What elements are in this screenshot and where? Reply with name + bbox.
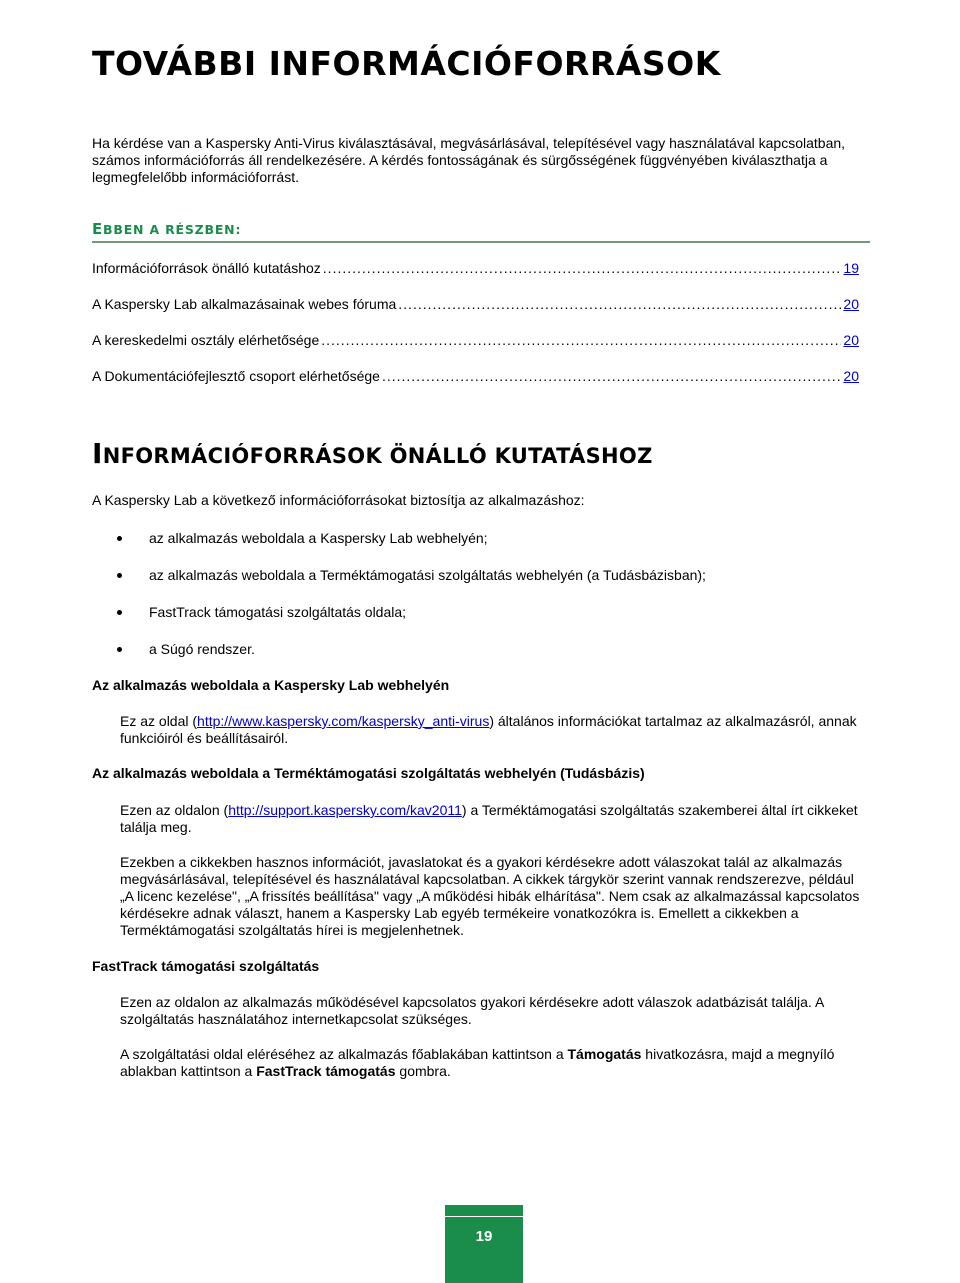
toc-item-label: A Dokumentációfejlesztő csoport elérhetősége — [92, 368, 380, 384]
fasttrack-button-name: FastTrack támogatás — [256, 1063, 396, 1079]
paragraph-text: A szolgáltatási oldal eléréséhez az alkalmazás főablakában kattintson a — [120, 1046, 568, 1062]
toc-leader-dots — [323, 260, 842, 276]
kaspersky-product-link[interactable]: http://www.kaspersky.com/kaspersky_anti-virus — [197, 713, 490, 729]
list-item-text: az alkalmazás weboldala a Terméktámogatási szolgáltatás webhelyén (a Tudásbázisban); — [149, 567, 706, 583]
section-title — [92, 436, 653, 474]
subsection-paragraph — [120, 1046, 860, 1080]
toc-leader-dots — [382, 368, 841, 384]
support-link-name: Támogatás — [567, 1046, 642, 1062]
page-title: TOVÁBBI INFORMÁCIÓFORRÁSOK — [92, 44, 721, 83]
toc-item-label: A Kaspersky Lab alkalmazásainak webes fóruma — [92, 296, 397, 312]
toc-heading-rest: BBEN A RÉSZBEN: — [103, 222, 242, 237]
toc-heading-initial: E — [92, 220, 104, 238]
subsection-paragraph — [120, 713, 860, 747]
page-number: 19 — [475, 1228, 493, 1245]
paragraph-text: hivatkozásra, majd a megnyíló ablakban kattintson a — [120, 1046, 835, 1079]
support-link[interactable]: http://support.kaspersky.com/kav2011 — [228, 802, 462, 818]
subsection-paragraph: Ezekben a cikkekben hasznos információt, javaslatokat és a gyakori kérdésekre adott válaszokat talál az alkalmazás megvásárlásával, telepítésével és használatával kapcsolatban. A cikkek tárgykör szerint vannak rendszerezve, például „A licenc kezelése", „A frissítés beállítása" vagy „A működési hibák elhárítása". Nem csak az alkalmazással kapcsolatos kérdésekre adnak választ, hanem a Kaspersky Lab egyéb termékeire vonatkozókra is. Emellett a cikkekben a Terméktámogatási szolgáltatás hírei is megjelenhetnek. — [120, 854, 860, 938]
section-title-initial: I — [92, 437, 103, 470]
toc-leader-dots — [398, 296, 841, 312]
list-item-text: FastTrack támogatási szolgáltatás oldala; — [149, 604, 407, 620]
page-number-box — [445, 1205, 523, 1283]
toc-item[interactable] — [92, 368, 859, 388]
toc-leader-dots — [321, 332, 841, 348]
bullet-icon — [117, 573, 122, 578]
paragraph-text: ) a Terméktámogatási szolgáltatás szakemberei által írt cikkeket találja meg. — [120, 802, 858, 835]
section-lead: A Kaspersky Lab a következő információforrásokat biztosítja az alkalmazáshoz: — [92, 492, 585, 508]
toc-page-link[interactable]: 20 — [843, 368, 859, 384]
subsection-heading-knowledge-base: Az alkalmazás weboldala a Terméktámogatási szolgáltatás webhelyén (Tudásbázis) — [92, 765, 645, 781]
toc-page-link[interactable]: 19 — [843, 260, 859, 276]
paragraph-text: ) általános információkat tartalmaz az alkalmazásról, annak funkcióiról és beállításairól. — [120, 713, 857, 746]
intro-paragraph: Ha kérdése van a Kaspersky Anti-Virus kiválasztásával, megvásárlásával, telepítésével vagy használatával kapcsolatban, számos információforrás áll rendelkezésére. A kérdés fontosságának és sürgősségének függvényében kiválaszthatja a legmegfelelőbb információforrást. — [92, 135, 846, 185]
bullet-icon — [117, 610, 122, 615]
toc-item-label: A kereskedelmi osztály elérhetősége — [92, 332, 320, 348]
paragraph-text: gombra. — [395, 1063, 451, 1079]
toc-page-link[interactable]: 20 — [843, 296, 859, 312]
subsection-paragraph: Ezen az oldalon az alkalmazás működésével kapcsolatos gyakori kérdésekre adott válaszok adatbázisát találja. A szolgáltatás használatához internetkapcsolat szükséges. — [120, 994, 824, 1027]
toc-item[interactable] — [92, 296, 859, 316]
toc-item[interactable] — [92, 332, 859, 352]
page-number-divider — [445, 1216, 523, 1217]
toc-page-link[interactable]: 20 — [843, 332, 859, 348]
bullet-icon — [117, 647, 122, 652]
paragraph-text: Ezen az oldalon ( — [120, 802, 229, 818]
toc-heading — [92, 220, 870, 243]
section-title-rest: NFORMÁCIÓFORRÁSOK ÖNÁLLÓ KUTATÁSHOZ — [102, 444, 653, 468]
list-item-text: az alkalmazás weboldala a Kaspersky Lab webhelyén; — [149, 530, 488, 546]
toc-item[interactable] — [92, 260, 859, 280]
subsection-paragraph — [120, 802, 860, 836]
bullet-icon — [117, 536, 122, 541]
toc-item-label: Információforrások önálló kutatáshoz — [92, 260, 321, 276]
subsection-heading-kaspersky-site: Az alkalmazás weboldala a Kaspersky Lab webhelyén — [92, 677, 450, 693]
paragraph-text: Ez az oldal ( — [120, 713, 198, 729]
subsection-heading-fasttrack: FastTrack támogatási szolgáltatás — [92, 958, 320, 974]
list-item-text: a Súgó rendszer. — [149, 641, 255, 657]
